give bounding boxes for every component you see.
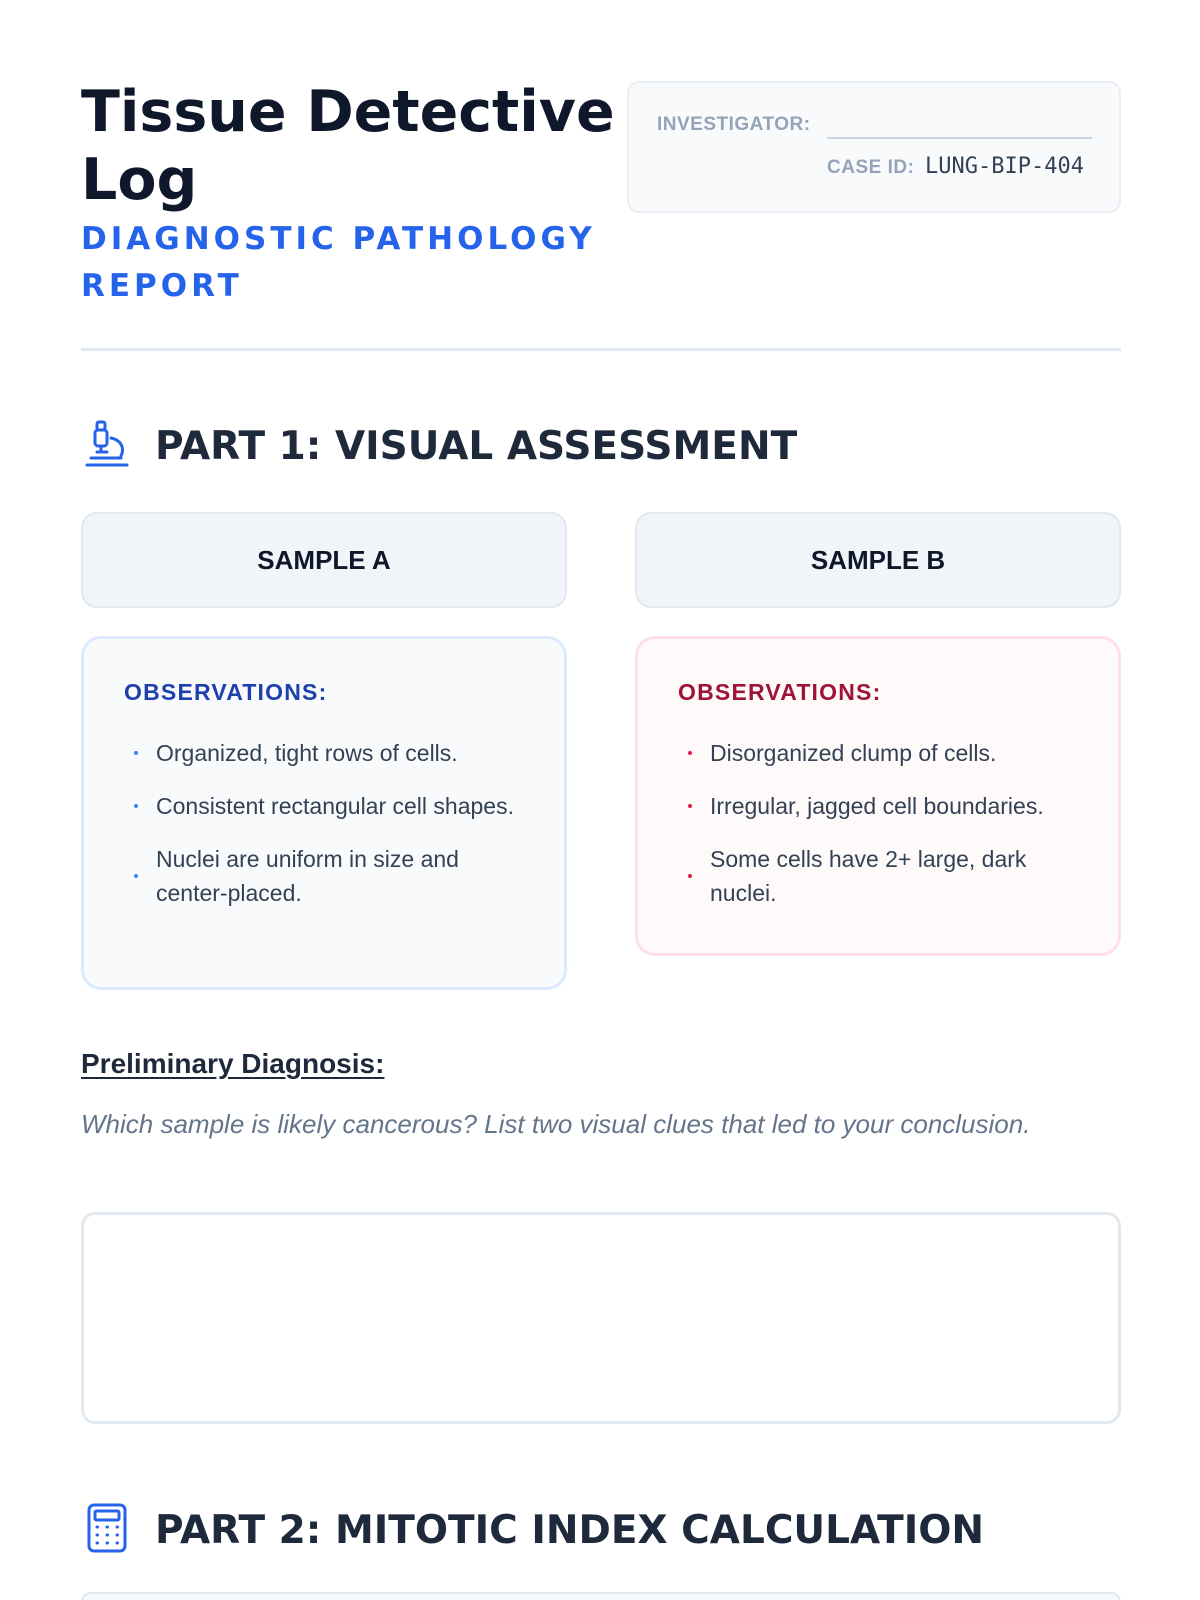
observation-text: Consistent rectangular cell shapes. bbox=[156, 793, 514, 819]
part2-title: PART 2: MITOTIC INDEX CALCULATION bbox=[155, 1508, 985, 1553]
sample-b-observations-title: OBSERVATIONS: bbox=[678, 679, 882, 705]
investigator-field[interactable] bbox=[827, 137, 1092, 139]
sample-b-tab[interactable]: SAMPLE B bbox=[635, 512, 1121, 608]
header-divider bbox=[81, 348, 1121, 351]
bullet-icon bbox=[134, 804, 138, 808]
part2-card bbox=[81, 1592, 1121, 1600]
sample-b-observations bbox=[635, 636, 1121, 956]
list-item bbox=[124, 842, 526, 910]
sample-a-observations-title: OBSERVATIONS: bbox=[124, 679, 328, 705]
list-item bbox=[124, 736, 526, 770]
observation-text: Disorganized clump of cells. bbox=[710, 740, 997, 766]
case-id-label: CASE ID: bbox=[827, 157, 915, 178]
page-subtitle: DIAGNOSTIC PATHOLOGY REPORT bbox=[81, 221, 596, 304]
case-info-box bbox=[627, 81, 1121, 213]
diagnosis-answer-box[interactable] bbox=[81, 1212, 1121, 1424]
microscope-icon bbox=[83, 418, 131, 470]
observation-text: Organized, tight rows of cells. bbox=[156, 740, 458, 766]
bullet-icon bbox=[134, 874, 138, 878]
list-item bbox=[678, 736, 1080, 770]
part1-header bbox=[81, 414, 1121, 474]
bullet-icon bbox=[688, 804, 692, 808]
observation-text: Some cells have 2+ large, dark nuclei. bbox=[710, 846, 1027, 906]
sample-a-tab[interactable]: SAMPLE A bbox=[81, 512, 567, 608]
page-title: Tissue Detective Log bbox=[81, 79, 615, 213]
diagnosis-label: Preliminary Diagnosis: bbox=[81, 1048, 385, 1079]
observation-text: Irregular, jagged cell boundaries. bbox=[710, 793, 1044, 819]
list-item bbox=[124, 789, 526, 823]
sample-a-observations bbox=[81, 636, 567, 990]
diagnosis-prompt: Which sample is likely cancerous? List two visual clues that led to your conclusion. bbox=[81, 1109, 1031, 1139]
worksheet-page bbox=[81, 0, 1121, 1600]
list-item bbox=[678, 789, 1080, 823]
bullet-icon bbox=[688, 751, 692, 755]
list-item bbox=[678, 842, 1080, 910]
bullet-icon bbox=[134, 751, 138, 755]
part1-title: PART 1: VISUAL ASSESSMENT bbox=[155, 424, 798, 469]
bullet-icon bbox=[688, 874, 692, 878]
case-id-value: LUNG-BIP-404 bbox=[925, 154, 1084, 179]
sample-a-observation-list bbox=[124, 736, 526, 910]
investigator-label: INVESTIGATOR: bbox=[657, 114, 811, 135]
calculator-icon bbox=[83, 1502, 131, 1554]
part2-header bbox=[81, 1498, 1121, 1558]
sample-b-observation-list bbox=[678, 736, 1080, 910]
observation-text: Nuclei are uniform in size and center-placed. bbox=[156, 846, 459, 906]
